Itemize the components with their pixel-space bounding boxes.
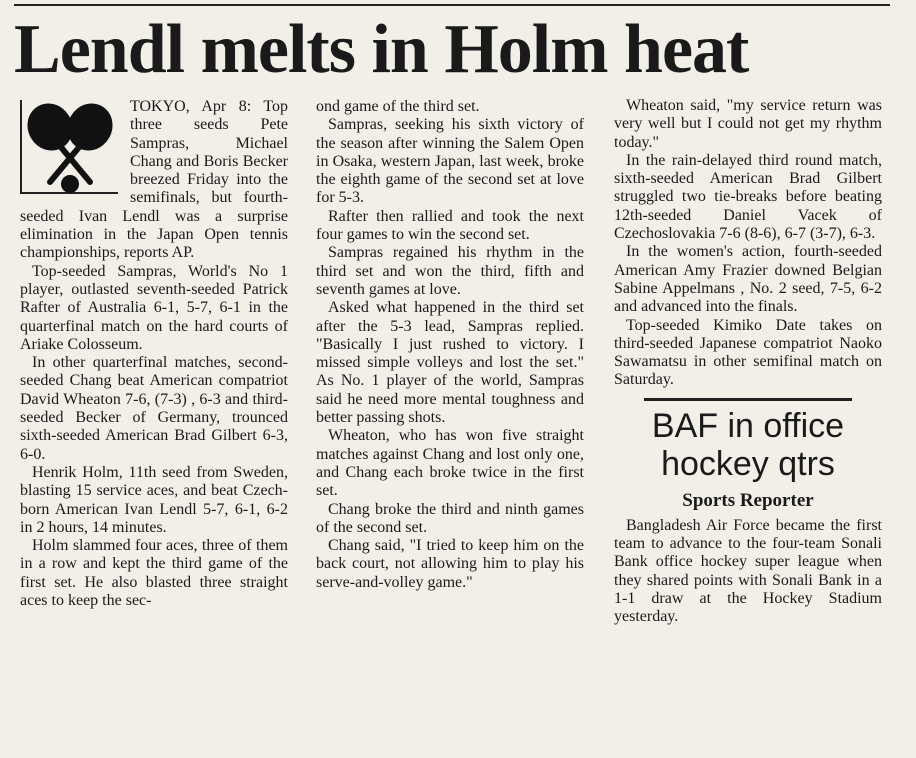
tennis-rackets-and-ball-icon xyxy=(20,100,120,196)
headline: Lendl melts in Holm heat xyxy=(14,11,749,88)
paragraph: Holm slammed four aces, three of them in a row and kept the third game of the first set. He also blasted three straight aces to keep the sec- xyxy=(20,537,288,610)
paragraph: Top-seeded Kimiko Date takes on third-seeded Japanese compatriot Naoko Sawamatsu in other semifinal match on Saturday. xyxy=(614,316,882,389)
column-1 xyxy=(20,98,288,610)
column-2 xyxy=(316,98,584,592)
story-divider xyxy=(644,398,852,401)
paragraph: Sampras, seeking his sixth victory of the season after winning the Salem Open in Osaka, western Japan, last week, broke the eighth game of the second set at love for 5-3. xyxy=(316,116,584,207)
paragraph: Top-seeded Sampras, World's No 1 player, outlasted seventh-seeded Patrick Rafter of Australia 6-1, 5-7, 6-1 in the quarterfinal match on the hard courts of Ariake Colosseum. xyxy=(20,262,288,353)
paragraph: Asked what happened in the third set after the 5-3 lead, Sampras replied. "Basically I just rushed to victory. I missed simple volleys and lost the set." As No. 1 player of the world, Sampras said he need more mental toughness and better passing shots. xyxy=(316,299,584,427)
paragraph: TOKYO, Apr 8: Top three seeds Pete Sampras, Michael Chang and Boris Becker breezed Friday into the semifinals, but fourth-seeded Ivan Lendl was a surprise elimination in the Japan Open tennis championships, reports AP. xyxy=(20,98,288,262)
paragraph: Sampras regained his rhythm in the third set and won the third, fifth and seventh games at love. xyxy=(316,244,584,298)
paragraph: In the rain-delayed third round match, sixth-seeded American Brad Gilbert struggled two tie-breaks before beating 12th-seeded Daniel Vacek of Czechoslovakia 7-6 (8-6), 6-7 (3-7), 6-3. xyxy=(614,151,882,243)
paragraph: Rafter then rallied and took the next four games to win the second set. xyxy=(316,207,584,244)
paragraph: Chang broke the third and ninth games of the second set. xyxy=(316,500,584,536)
paragraph: In other quarterfinal matches, second-seeded Chang beat American compatriot David Wheaton 7-6, (7-3) , 6-3 and third-seeded Becker of Germany, trounced sixth-seeded American Brad Gilbert 6-3, 6-0. xyxy=(20,354,288,463)
paragraph: Chang said, "I tried to keep him on the back court, not allowing him to play his serve-and-volley game." xyxy=(316,537,584,591)
paragraph: Wheaton, who has won five straight matches against Chang and lost only one, and Chang each broke twice in the first set. xyxy=(316,427,584,500)
paragraph: Bangladesh Air Force became the first team to advance to the four-team Sonali Bank office hockey super league when they shared points with Sonali Bank in a 1-1 draw at the Hockey Stadium yesterday. xyxy=(614,516,882,626)
paragraph: In the women's action, fourth-seeded American Amy Frazier downed Belgian Sabine Appelmans , No. 2 seed, 7-5, 6-2 and advanced into the finals. xyxy=(614,243,882,316)
byline: Sports Reporter xyxy=(682,489,814,511)
story2-headline: BAF in office hockey qtrs xyxy=(651,406,845,483)
paragraph: Wheaton said, "my service return was very well but I could not get my rhythm today." xyxy=(614,97,882,151)
column-3 xyxy=(614,97,882,627)
paragraph: ond game of the third set. xyxy=(316,98,480,115)
paragraph: Henrik Holm, 11th seed from Sweden, blasting 15 service aces, and beat Czech-born American Ivan Lendl 5-7, 6-1, 6-2 in 2 hours, 14 minutes. xyxy=(20,463,288,536)
